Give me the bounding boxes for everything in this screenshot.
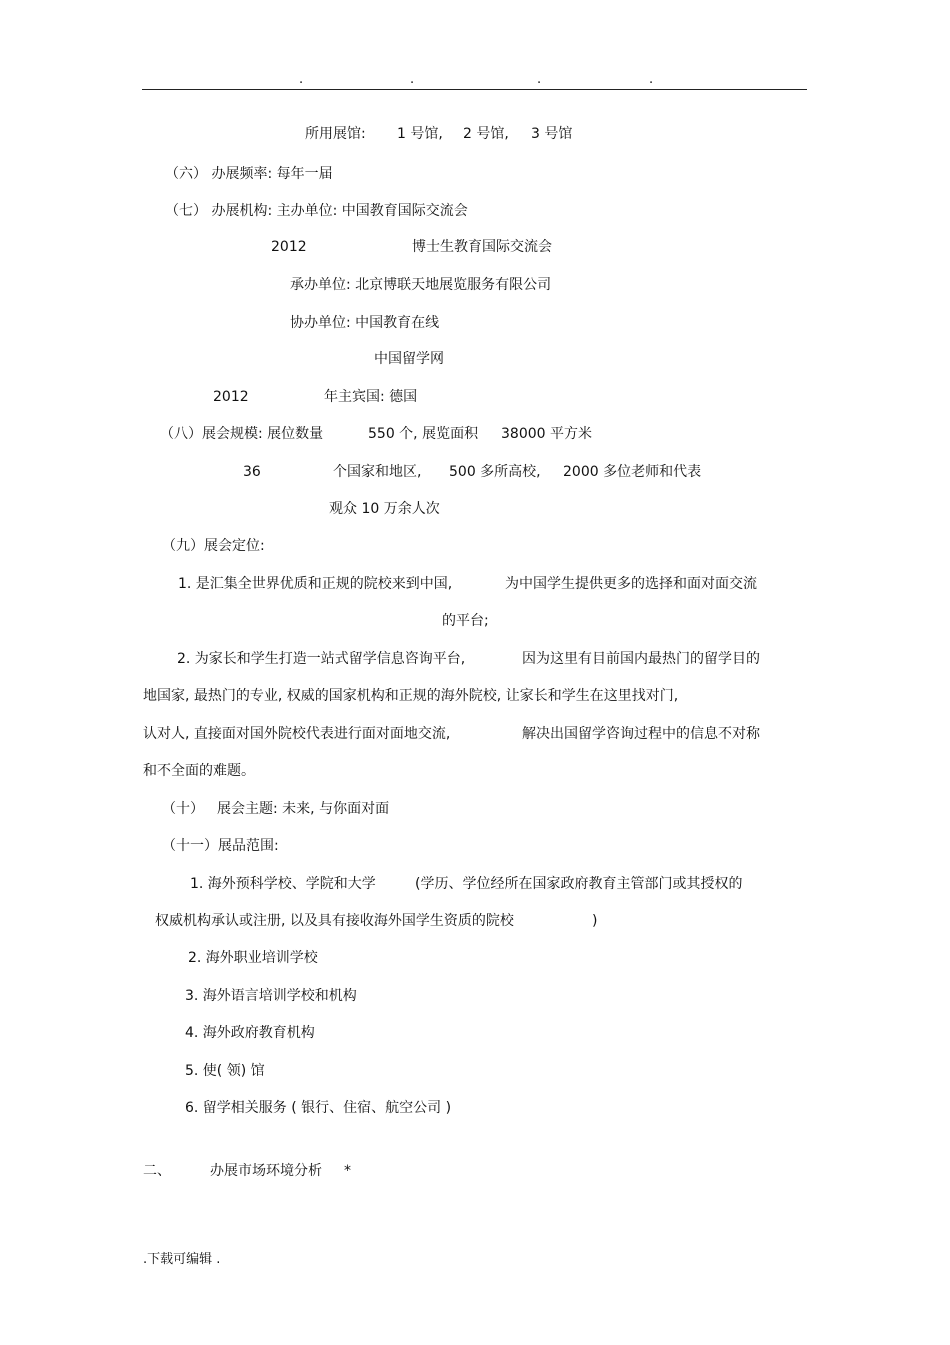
event-name: 博士生教育国际交流会 [412, 239, 552, 255]
guest-year: 2012 [213, 389, 249, 405]
teachers-count: 2000 多位老师和代表 [563, 464, 702, 480]
exhibit-area: 38000 平方米 [501, 426, 592, 442]
scope-item-4: 4. 海外政府教育机构 [185, 1025, 315, 1041]
section-10-theme: 展会主题: 未来, 与你面对面 [217, 801, 390, 817]
co-organizer: 协办单位: 中国教育在线 [290, 315, 440, 331]
hall-3: 3 号馆 [531, 126, 573, 142]
part-2-number: 二、 [143, 1163, 171, 1179]
header-dot: . [299, 72, 304, 87]
booth-count: 550 个, 展览面积 [368, 426, 479, 442]
scope-item-1c: 权威机构承认或注册, 以及具有接收海外国学生资质的院校 [155, 913, 514, 929]
header-dot: . [410, 72, 415, 87]
countries-label: 个国家和地区, [333, 464, 422, 480]
hall-2: 2 号馆, [463, 126, 509, 142]
scope-item-1b: (学历、学位经所在国家政府教育主管部门或其授权的 [415, 876, 743, 892]
scope-item-6: 6. 留学相关服务 ( 银行、住宿、航空公司 ) [185, 1100, 452, 1116]
footer-note: .下载可编辑 . [143, 1252, 221, 1267]
positioning-1b: 为中国学生提供更多的选择和面对面交流 [505, 576, 757, 592]
positioning-1a: 1. 是汇集全世界优质和正规的院校来到中国, [178, 576, 453, 592]
positioning-2e: 和不全面的难题。 [143, 763, 255, 779]
section-6-frequency: （六） 办展频率: 每年一届 [165, 166, 333, 182]
header-dot: . [649, 72, 654, 87]
guest-country: 年主宾国: 德国 [324, 389, 418, 405]
positioning-2d1: 认对人, 直接面对国外院校代表进行面对面地交流, [143, 726, 451, 742]
co-organizer-2: 中国留学网 [374, 351, 444, 367]
scope-item-1d: ) [592, 913, 598, 929]
section-9-title: （九）展会定位: [162, 538, 265, 554]
organizer: 承办单位: 北京博联天地展览服务有限公司 [290, 277, 552, 293]
countries-number: 36 [243, 464, 261, 480]
scope-item-3: 3. 海外语言培训学校和机构 [185, 988, 357, 1004]
hall-1: 1 号馆, [397, 126, 443, 142]
positioning-2d2: 解决出国留学咨询过程中的信息不对称 [522, 726, 760, 742]
header-rule [142, 89, 807, 90]
scope-item-5: 5. 使( 领) 馆 [185, 1063, 265, 1079]
section-11-title: （十一）展品范围: [162, 838, 279, 854]
positioning-2b: 因为这里有目前国内最热门的留学目的 [522, 651, 760, 667]
section-10-label: （十） [162, 801, 204, 817]
scope-item-2: 2. 海外职业培训学校 [188, 950, 318, 966]
section-8-scale: （八）展会规模: 展位数量 [160, 426, 324, 442]
halls-label: 所用展馆: [305, 126, 366, 142]
section-7-host: （七） 办展机构: 主办单位: 中国教育国际交流会 [165, 203, 468, 219]
positioning-2a: 2. 为家长和学生打造一站式留学信息咨询平台, [177, 651, 466, 667]
audience-count: 观众 10 万余人次 [329, 501, 440, 517]
positioning-2c: 地国家, 最热门的专业, 权威的国家机构和正规的海外院校, 让家长和学生在这里找对门, [143, 688, 679, 704]
positioning-1c: 的平台; [442, 613, 489, 629]
event-year: 2012 [271, 239, 307, 255]
part-2-star: * [344, 1163, 351, 1179]
schools-count: 500 多所高校, [449, 464, 541, 480]
scope-item-1a: 1. 海外预科学校、学院和大学 [190, 876, 376, 892]
part-2-title: 办展市场环境分析 [210, 1163, 322, 1179]
header-dot: . [537, 72, 542, 87]
